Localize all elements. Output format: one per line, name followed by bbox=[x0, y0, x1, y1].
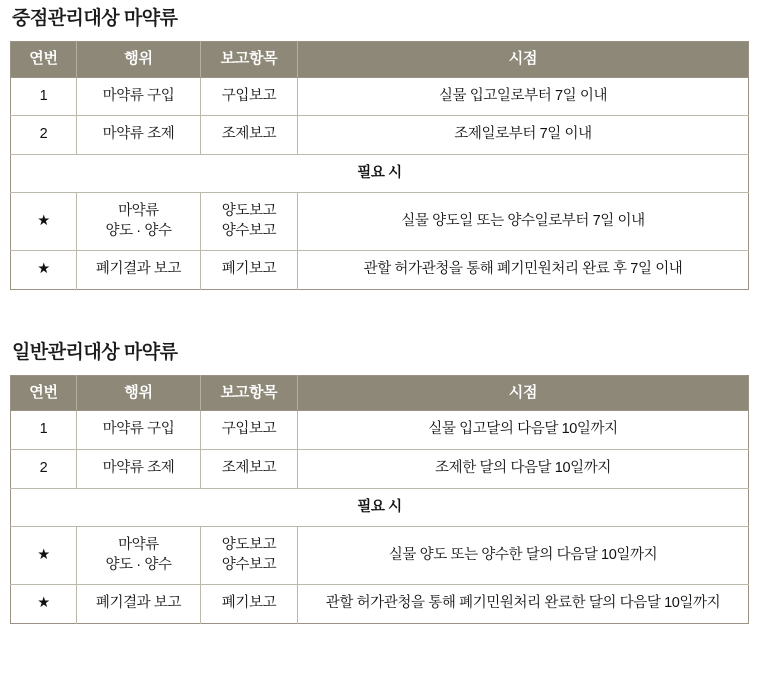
cell-no: 1 bbox=[11, 411, 77, 450]
cell-no: 2 bbox=[11, 450, 77, 489]
cell-action: 마약류 구입 bbox=[77, 77, 201, 116]
table-row bbox=[11, 527, 749, 585]
cell-action-line2: 양도 · 양수 bbox=[105, 556, 172, 573]
cell-report-item: 조제보고 bbox=[201, 116, 298, 155]
cell-action-line1: 마약류 bbox=[118, 537, 159, 554]
table-header bbox=[11, 375, 749, 411]
cell-action bbox=[77, 527, 201, 585]
cell-timing: 관할 허가관청을 통해 폐기민원처리 완료 후 7일 이내 bbox=[298, 251, 749, 290]
page-subtitle: 일반관리대상 마약류 bbox=[12, 341, 178, 363]
cell-report-item-line1: 양도보고 bbox=[221, 537, 277, 554]
cell-timing: 조제일로부터 7일 이내 bbox=[298, 116, 749, 155]
table-header-row bbox=[11, 41, 749, 77]
cell-timing: 실물 양도 또는 양수한 달의 다음달 10일까지 bbox=[298, 527, 749, 585]
table-band-row bbox=[11, 488, 749, 527]
cell-timing: 관할 허가관청을 통해 폐기민원처리 완료한 달의 다음달 10일까지 bbox=[298, 585, 749, 624]
cell-report-item: 구입보고 bbox=[201, 77, 298, 116]
cell-timing: 실물 입고달의 다음달 10일까지 bbox=[298, 411, 749, 450]
table-row bbox=[11, 585, 749, 624]
reporting-table-general bbox=[10, 375, 749, 624]
column-header-report-item: 보고항목 bbox=[201, 41, 298, 77]
table-row bbox=[11, 411, 749, 450]
cell-timing: 실물 입고일로부터 7일 이내 bbox=[298, 77, 749, 116]
cell-report-item-line2: 양수보고 bbox=[221, 222, 277, 239]
table-row bbox=[11, 77, 749, 116]
cell-action-line2: 양도 · 양수 bbox=[105, 222, 172, 239]
cell-report-item: 구입보고 bbox=[201, 411, 298, 450]
cell-no: ★ bbox=[11, 193, 77, 251]
cell-no: 1 bbox=[11, 77, 77, 116]
table-row bbox=[11, 116, 749, 155]
band-label-if-needed: 필요 시 bbox=[11, 488, 749, 527]
cell-action: 폐기결과 보고 bbox=[77, 585, 201, 624]
table-body bbox=[11, 411, 749, 623]
section-focus-narcotics bbox=[10, 8, 748, 290]
cell-report-item bbox=[201, 527, 298, 585]
table-header-row bbox=[11, 375, 749, 411]
column-header-timing: 시점 bbox=[298, 41, 749, 77]
cell-action-line1: 마약류 bbox=[118, 203, 159, 220]
cell-report-item: 폐기보고 bbox=[201, 585, 298, 624]
column-header-action: 행위 bbox=[77, 375, 201, 411]
cell-no: ★ bbox=[11, 527, 77, 585]
section-general-narcotics bbox=[10, 342, 748, 624]
column-header-no: 연번 bbox=[11, 375, 77, 411]
cell-report-item-line1: 양도보고 bbox=[221, 203, 277, 220]
cell-report-item-line2: 양수보고 bbox=[221, 556, 277, 573]
column-header-no: 연번 bbox=[11, 41, 77, 77]
cell-no: ★ bbox=[11, 585, 77, 624]
cell-action: 폐기결과 보고 bbox=[77, 251, 201, 290]
column-header-timing: 시점 bbox=[298, 375, 749, 411]
cell-report-item: 조제보고 bbox=[201, 450, 298, 489]
cell-timing: 조제한 달의 다음달 10일까지 bbox=[298, 450, 749, 489]
cell-action: 마약류 조제 bbox=[77, 116, 201, 155]
cell-report-item bbox=[201, 193, 298, 251]
column-header-action: 행위 bbox=[77, 41, 201, 77]
table-row bbox=[11, 251, 749, 290]
cell-report-item: 폐기보고 bbox=[201, 251, 298, 290]
cell-action bbox=[77, 193, 201, 251]
column-header-report-item: 보고항목 bbox=[201, 375, 298, 411]
cell-timing: 실물 양도일 또는 양수일로부터 7일 이내 bbox=[298, 193, 749, 251]
cell-action: 마약류 조제 bbox=[77, 450, 201, 489]
cell-no: ★ bbox=[11, 251, 77, 290]
band-label-if-needed: 필요 시 bbox=[11, 154, 749, 193]
table-row bbox=[11, 193, 749, 251]
page-title: 중점관리대상 마약류 bbox=[12, 8, 178, 29]
cell-action: 마약류 구입 bbox=[77, 411, 201, 450]
table-body bbox=[11, 77, 749, 289]
table-band-row bbox=[11, 154, 749, 193]
cell-no: 2 bbox=[11, 116, 77, 155]
table-header bbox=[11, 41, 749, 77]
reporting-table-focus bbox=[10, 41, 749, 290]
table-row bbox=[11, 450, 749, 489]
